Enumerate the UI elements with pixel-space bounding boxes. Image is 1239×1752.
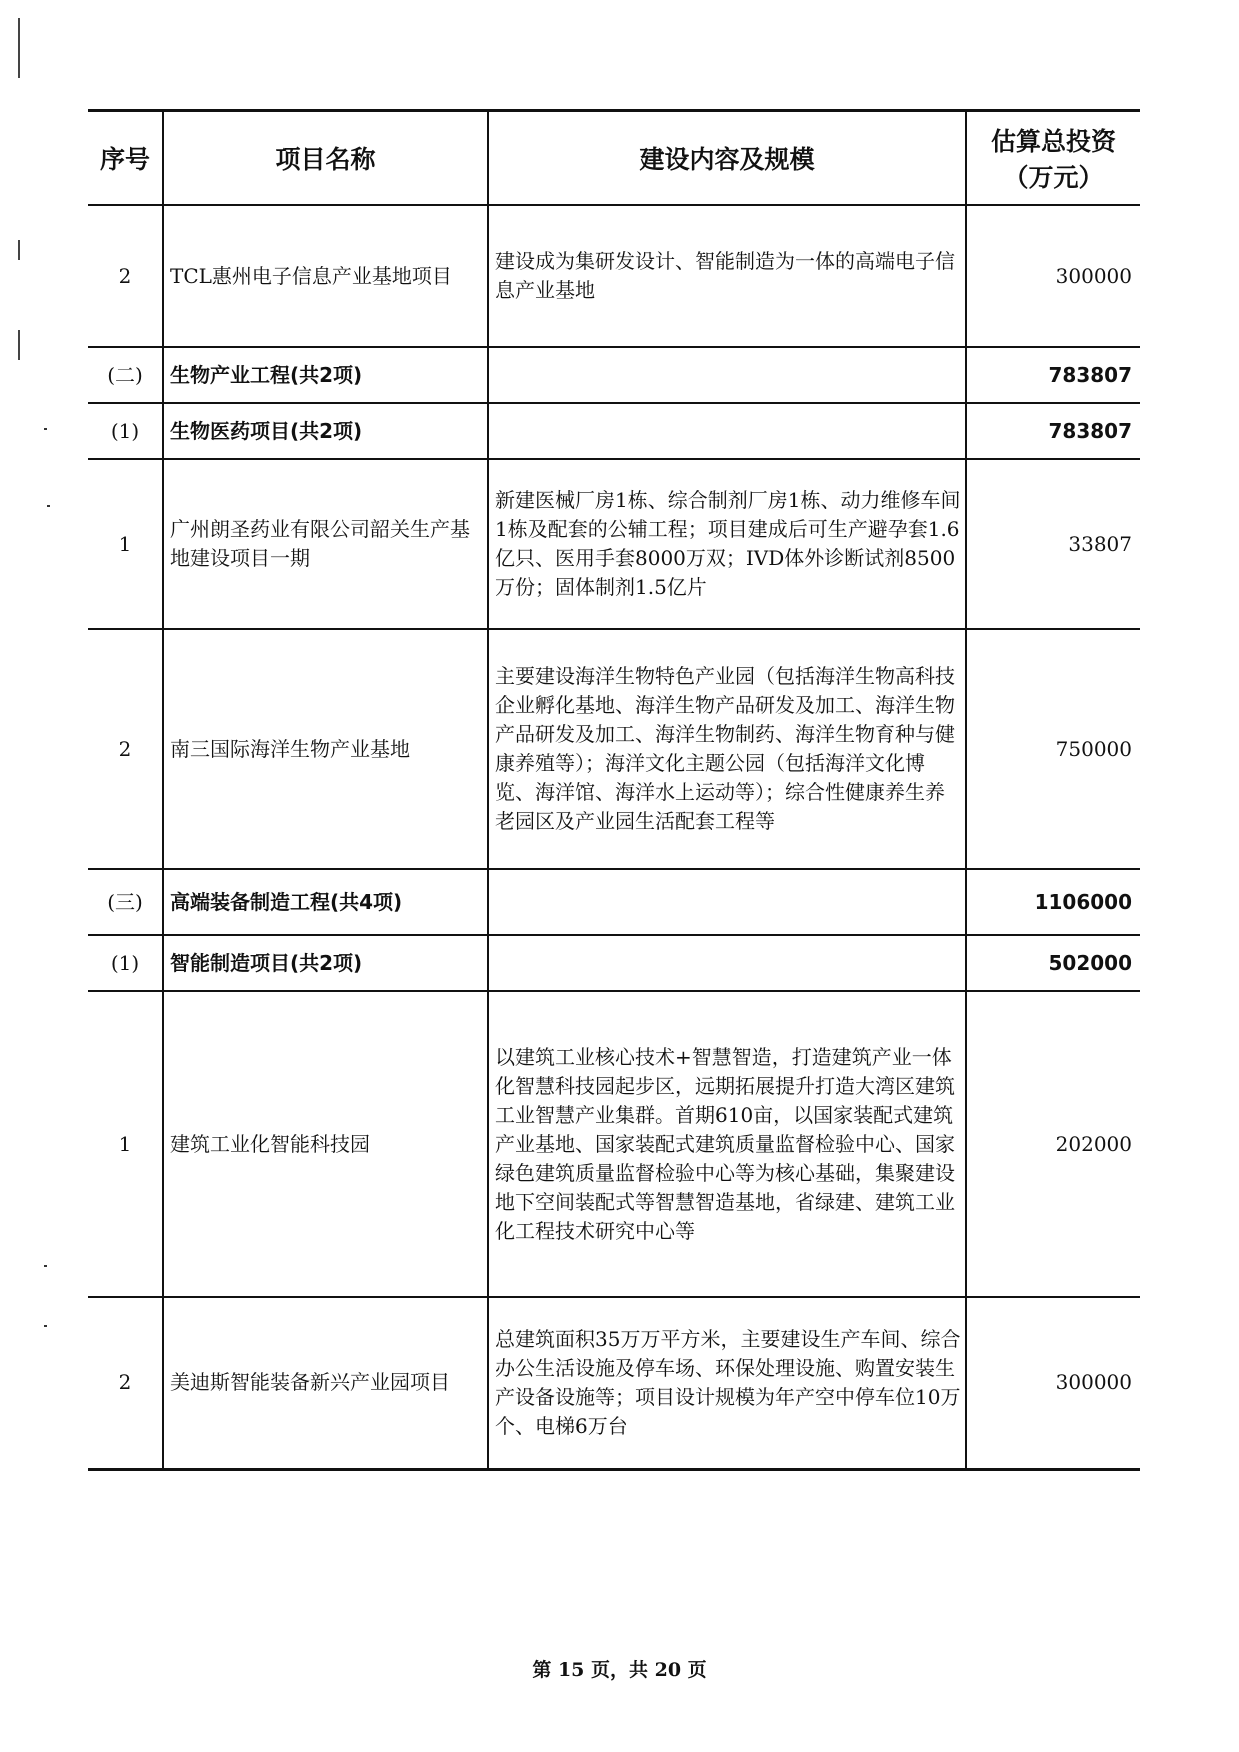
row-content <box>488 869 966 935</box>
row-name: 生物产业工程(共2项) <box>163 347 488 403</box>
row-amount: 502000 <box>966 935 1140 991</box>
row-amount: 750000 <box>966 629 1140 869</box>
row-no: 2 <box>88 629 163 869</box>
scan-dot <box>44 1265 47 1267</box>
header-investment-line2: （万元） <box>1003 163 1104 192</box>
category-row <box>88 403 1140 459</box>
binding-mark-mid <box>18 240 20 260</box>
binding-mark-mid2 <box>18 330 20 360</box>
row-no: 2 <box>88 1297 163 1469</box>
table-header-row <box>88 111 1140 206</box>
row-no: 1 <box>88 459 163 629</box>
header-investment <box>966 111 1140 206</box>
row-content: 主要建设海洋生物特色产业园（包括海洋生物高科技企业孵化基地、海洋生物产品研发及加工、海洋生物产品研发及加工、海洋生物制药、海洋生物育种与健康养殖等）；海洋文化主题公园（包括海洋文化博览、海洋馆、海洋水上运动等）；综合性健康养生养老园区及产业园生活配套工程等 <box>488 629 966 869</box>
row-no: 1 <box>88 991 163 1297</box>
row-amount: 300000 <box>966 205 1140 347</box>
row-name: TCL惠州电子信息产业基地项目 <box>163 205 488 347</box>
table-row <box>88 1297 1140 1469</box>
row-no: (二) <box>88 347 163 403</box>
header-investment-line1: 估算总投资 <box>990 127 1116 156</box>
row-name: 智能制造项目(共2项) <box>163 935 488 991</box>
category-row <box>88 935 1140 991</box>
row-amount: 202000 <box>966 991 1140 1297</box>
row-name: 生物医药项目(共2项) <box>163 403 488 459</box>
page-number-footer: 第 15 页，共 20 页 <box>532 1659 707 1681</box>
row-content <box>488 403 966 459</box>
table-row <box>88 205 1140 347</box>
category-row <box>88 347 1140 403</box>
row-content: 建设成为集研发设计、智能制造为一体的高端电子信息产业基地 <box>488 205 966 347</box>
row-amount: 33807 <box>966 459 1140 629</box>
row-name: 高端装备制造工程(共4项) <box>163 869 488 935</box>
row-no: (1) <box>88 403 163 459</box>
header-no: 序号 <box>88 111 163 206</box>
binding-mark-top <box>18 18 20 78</box>
table-row <box>88 459 1140 629</box>
row-no: 2 <box>88 205 163 347</box>
row-amount: 1106000 <box>966 869 1140 935</box>
row-content: 总建筑面积35万万平方米，主要建设生产车间、综合办公生活设施及停车场、环保处理设施、购置安装生产设备设施等；项目设计规模为年产空中停车位10万个、电梯6万台 <box>488 1297 966 1469</box>
header-content: 建设内容及规模 <box>488 111 966 206</box>
row-amount: 783807 <box>966 403 1140 459</box>
header-name: 项目名称 <box>163 111 488 206</box>
table-row <box>88 629 1140 869</box>
row-content: 新建医械厂房1栋、综合制剂厂房1栋、动力维修车间1栋及配套的公辅工程；项目建成后可生产避孕套1.6亿只、医用手套8000万双；IVD体外诊断试剂8500万份；固体制剂1.5亿片 <box>488 459 966 629</box>
scan-dot <box>44 1325 47 1327</box>
row-name: 南三国际海洋生物产业基地 <box>163 629 488 869</box>
row-amount: 300000 <box>966 1297 1140 1469</box>
table-row <box>88 991 1140 1297</box>
scan-dot <box>47 505 50 507</box>
row-name: 建筑工业化智能科技园 <box>163 991 488 1297</box>
row-content <box>488 935 966 991</box>
scan-dot <box>44 428 47 430</box>
category-row <box>88 869 1140 935</box>
project-table <box>88 109 1140 1471</box>
row-name: 美迪斯智能装备新兴产业园项目 <box>163 1297 488 1469</box>
row-name: 广州朗圣药业有限公司韶关生产基地建设项目一期 <box>163 459 488 629</box>
row-no: (1) <box>88 935 163 991</box>
row-content: 以建筑工业核心技术+智慧智造，打造建筑产业一体化智慧科技园起步区，远期拓展提升打造大湾区建筑工业智慧产业集群。首期610亩，以国家装配式建筑产业基地、国家装配式建筑质量监督检验中心、国家绿色建筑质量监督检验中心等为核心基础，集聚建设地下空间装配式等智慧智造基地，省绿建、建筑工业化工程技术研究中心等 <box>488 991 966 1297</box>
row-content <box>488 347 966 403</box>
row-amount: 783807 <box>966 347 1140 403</box>
row-no: (三) <box>88 869 163 935</box>
